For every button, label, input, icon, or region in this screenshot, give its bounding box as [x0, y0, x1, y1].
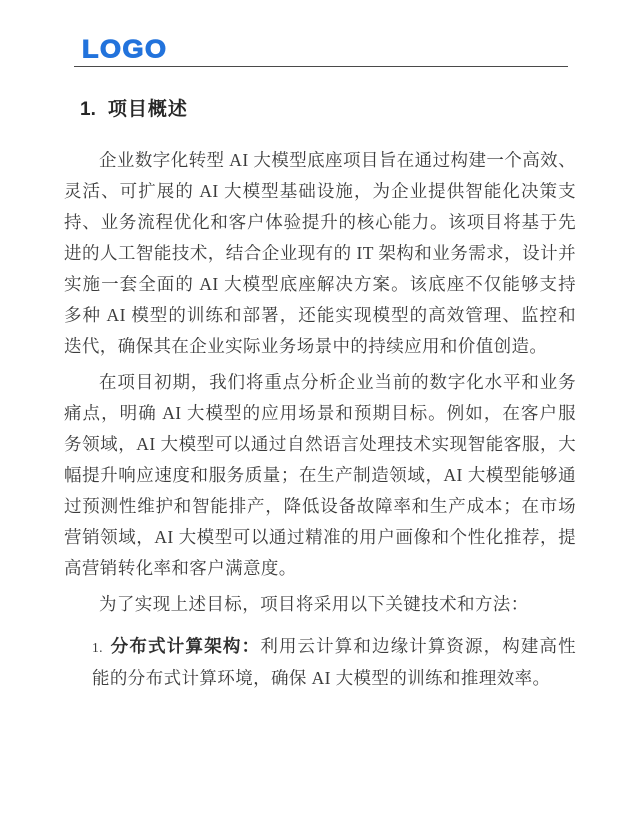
company-logo: LOGO	[82, 35, 168, 63]
list-item-text: 利用云计算和边缘计算资源，构建高性能的分布式计算环境，确保 AI 大模型的训练和推理效率。	[92, 636, 576, 688]
list-item-number: 1.	[92, 640, 103, 655]
section-heading	[80, 94, 576, 121]
header-divider	[74, 66, 568, 67]
paragraph-goals-intro: 为了实现上述目标，项目将采用以下关键技术和方法：	[99, 594, 529, 614]
list-item	[92, 631, 576, 694]
paragraph-overview: 企业数字化转型 AI 大模型底座项目旨在通过构建一个高效、灵活、可扩展的 AI 大模型基础设施，为企业提供智能化决策支持、业务流程优化和客户体验提升的核心能力。该项目将基于先进的人工智能技术，结合企业现有的 IT 架构和业务需求，设计并实施一套全面的 AI 大模型底座解决方案。该底座不仅能够支持多种 AI 模型的训练和部署，还能实现模型的高效管理、监控和迭代，确保其在企业实际业务场景中的持续应用和价值创造。	[64, 150, 576, 356]
section-heading-number: 1.	[80, 99, 96, 120]
section-heading-text: 项目概述	[107, 99, 188, 120]
paragraph-early-phase: 在项目初期，我们将重点分析企业当前的数字化水平和业务痛点，明确 AI 大模型的应用场景和预期目标。例如，在客户服务领域，AI 大模型可以通过自然语言处理技术实现智能客服，大幅提升响应速度和服务质量；在生产制造领域，AI 大模型能够通过预测性维护和智能排产，降低设备故障率和生产成本；在市场营销领域，AI 大模型可以通过精准的用户画像和个性化推荐，提高营销转化率和客户满意度。	[64, 372, 576, 578]
page-header	[74, 36, 576, 67]
key-methods-list	[64, 631, 576, 694]
list-item-lead: 分布式计算架构：	[109, 636, 261, 656]
body-text	[64, 145, 576, 694]
